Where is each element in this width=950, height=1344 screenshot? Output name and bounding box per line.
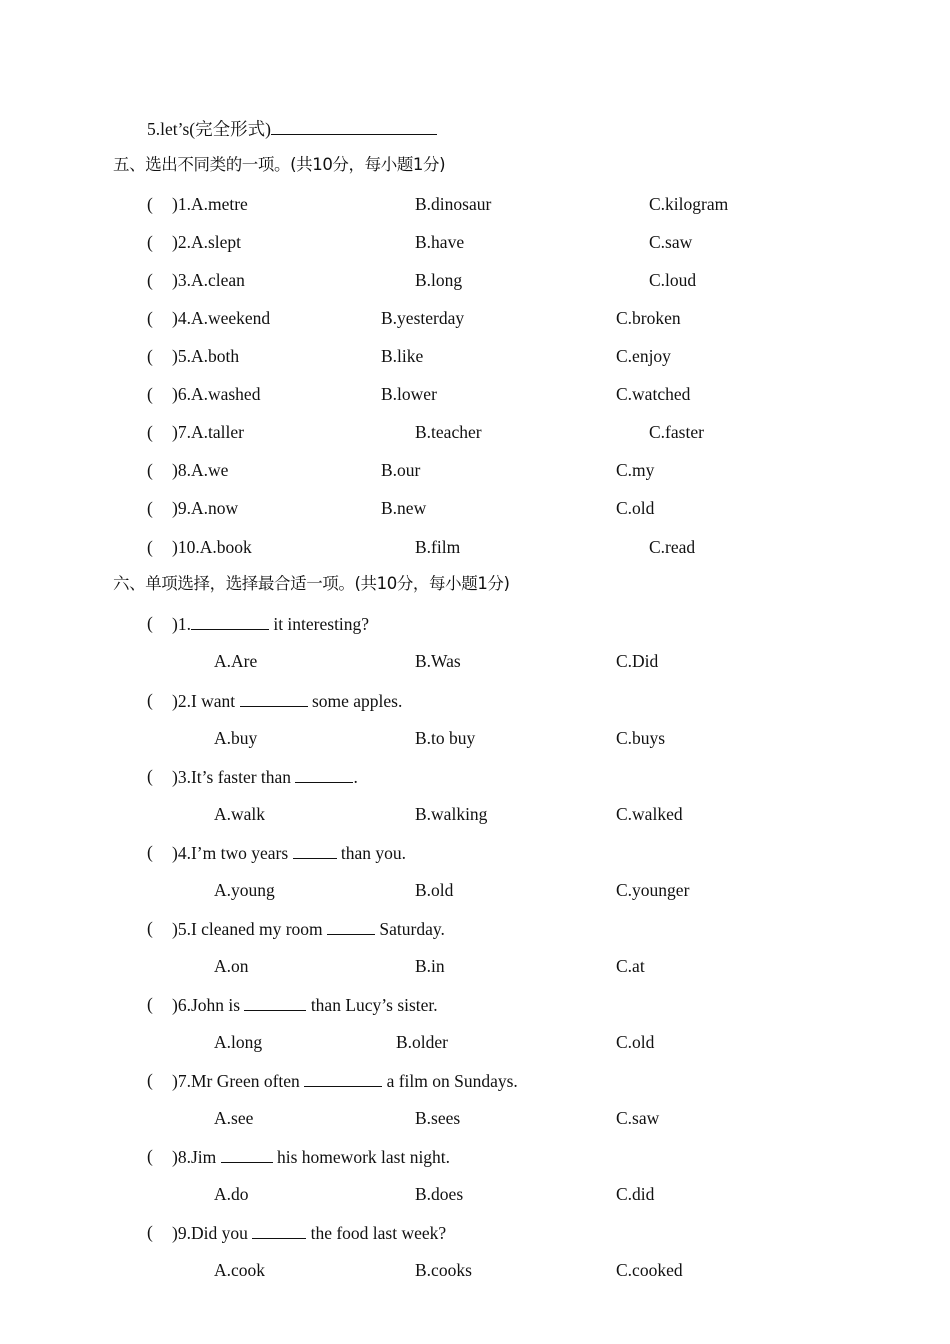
section-6-heading: 六、单项选择，选择最合适一项。(共10分，每小题1分) (113, 574, 510, 593)
option-c: C.broken (616, 308, 681, 328)
answer-paren[interactable]: ( (147, 766, 153, 786)
answer-paren[interactable]: ( (147, 232, 153, 252)
option-c[interactable]: C.walked (616, 804, 683, 824)
answer-paren[interactable]: ( (147, 308, 153, 328)
question-prefix: )9.Did you (172, 1223, 253, 1243)
answer-paren[interactable]: ( (147, 842, 153, 862)
option-c: C.read (649, 537, 696, 557)
section-5-heading: 五、选出不同类的一项。(共10分，每小题1分) (113, 155, 446, 174)
answer-paren[interactable]: ( (147, 270, 153, 290)
question-text (172, 1145, 450, 1168)
option-c[interactable]: C.saw (616, 1108, 660, 1128)
answer-paren[interactable]: ( (147, 194, 153, 214)
option-a: )9.A.now (172, 498, 239, 518)
option-a[interactable]: A.on (214, 956, 249, 976)
question-5-full-form (147, 117, 437, 140)
answer-paren[interactable]: ( (147, 918, 153, 938)
question-suffix: Saturday. (375, 919, 445, 939)
question-prefix: )4.I’m two years (172, 843, 293, 863)
question-text (172, 612, 369, 635)
option-c[interactable]: C.Did (616, 651, 659, 671)
question-prefix: )7.Mr Green often (172, 1071, 305, 1091)
option-a[interactable]: A.walk (214, 804, 266, 824)
option-b[interactable]: B.old (415, 880, 454, 900)
question-suffix: the food last week? (306, 1223, 447, 1243)
option-a[interactable]: A.buy (214, 728, 258, 748)
answer-blank[interactable] (295, 765, 353, 783)
answer-blank[interactable] (240, 689, 308, 707)
answer-paren[interactable]: ( (147, 460, 153, 480)
option-c: C.saw (649, 232, 693, 252)
answer-paren[interactable]: ( (147, 498, 153, 518)
option-c: C.loud (649, 270, 697, 290)
question-suffix: a film on Sundays. (382, 1071, 518, 1091)
option-c[interactable]: C.younger (616, 880, 690, 900)
option-b: B.dinosaur (415, 194, 492, 214)
option-a: )4.A.weekend (172, 308, 271, 328)
answer-blank[interactable] (221, 1145, 273, 1163)
option-a[interactable]: A.young (214, 880, 275, 900)
option-a: )2.A.slept (172, 232, 242, 252)
question-prefix: )3.It’s faster than (172, 767, 296, 787)
option-c[interactable]: C.buys (616, 728, 666, 748)
question-prefix: )1. (172, 614, 191, 634)
question-prefix: )2.I want (172, 691, 240, 711)
option-c: C.watched (616, 384, 691, 404)
answer-blank[interactable] (252, 1221, 306, 1239)
question-prefix: )8.Jim (172, 1147, 221, 1167)
option-b: B.new (381, 498, 427, 518)
question-suffix: than Lucy’s sister. (306, 995, 438, 1015)
option-b: B.like (381, 346, 424, 366)
option-a[interactable]: A.do (214, 1184, 249, 1204)
option-b[interactable]: B.sees (415, 1108, 461, 1128)
option-c: C.kilogram (649, 194, 729, 214)
option-a: )7.A.taller (172, 422, 244, 442)
option-c[interactable]: C.did (616, 1184, 655, 1204)
answer-blank[interactable] (191, 612, 269, 630)
option-a: )6.A.washed (172, 384, 261, 404)
question-suffix: than you. (336, 843, 407, 863)
question-text (172, 993, 438, 1016)
option-c: C.enjoy (616, 346, 671, 366)
option-a: )5.A.both (172, 346, 240, 366)
question-prefix: )5.I cleaned my room (172, 919, 328, 939)
option-a[interactable]: A.long (214, 1032, 263, 1052)
question-suffix: it interesting? (268, 614, 370, 634)
option-c: C.faster (649, 422, 704, 442)
option-c[interactable]: C.at (616, 956, 645, 976)
option-c: C.my (616, 460, 655, 480)
option-a[interactable]: A.see (214, 1108, 254, 1128)
option-b[interactable]: B.older (396, 1032, 449, 1052)
option-b: B.teacher (415, 422, 482, 442)
option-a: )10.A.book (172, 537, 252, 557)
question-text (172, 1221, 446, 1244)
question-suffix: . (353, 767, 358, 787)
option-b: B.film (415, 537, 461, 557)
question-text (172, 765, 358, 788)
question-text (172, 917, 445, 940)
answer-paren[interactable]: ( (147, 1222, 153, 1242)
option-b: B.yesterday (381, 308, 465, 328)
answer-paren[interactable]: ( (147, 384, 153, 404)
answer-paren[interactable]: ( (147, 613, 153, 633)
option-a: )8.A.we (172, 460, 229, 480)
answer-paren[interactable]: ( (147, 994, 153, 1014)
question-suffix: his homework last night. (272, 1147, 451, 1167)
option-a: )1.A.metre (172, 194, 248, 214)
option-b: B.have (415, 232, 465, 252)
option-b[interactable]: B.to buy (415, 728, 476, 748)
question-prefix: )6.John is (172, 995, 245, 1015)
option-a: )3.A.clean (172, 270, 245, 290)
answer-paren[interactable]: ( (147, 690, 153, 710)
option-b: B.our (381, 460, 421, 480)
answer-paren[interactable]: ( (147, 422, 153, 442)
answer-paren[interactable]: ( (147, 1070, 153, 1090)
option-c: C.old (616, 498, 655, 518)
option-b[interactable]: B.Was (415, 651, 461, 671)
option-b[interactable]: B.cooks (415, 1260, 472, 1280)
option-a[interactable]: A.cook (214, 1260, 266, 1280)
answer-blank[interactable] (304, 1069, 382, 1087)
option-c[interactable]: C.cooked (616, 1260, 683, 1280)
option-b[interactable]: B.walking (415, 804, 488, 824)
question-text (172, 689, 402, 712)
answer-blank[interactable] (293, 841, 337, 859)
answer-paren[interactable]: ( (147, 537, 153, 557)
option-a[interactable]: A.Are (214, 651, 258, 671)
question-text (172, 1069, 518, 1092)
question-suffix: some apples. (307, 691, 403, 711)
answer-blank[interactable] (271, 117, 437, 135)
answer-paren[interactable]: ( (147, 1146, 153, 1166)
option-b: B.long (415, 270, 463, 290)
question-text: 5.let’s(完全形式) (147, 119, 271, 139)
option-c[interactable]: C.old (616, 1032, 655, 1052)
option-b: B.lower (381, 384, 437, 404)
answer-paren[interactable]: ( (147, 346, 153, 366)
answer-blank[interactable] (244, 993, 306, 1011)
option-b[interactable]: B.in (415, 956, 445, 976)
option-b[interactable]: B.does (415, 1184, 464, 1204)
question-text (172, 841, 406, 864)
answer-blank[interactable] (327, 917, 375, 935)
